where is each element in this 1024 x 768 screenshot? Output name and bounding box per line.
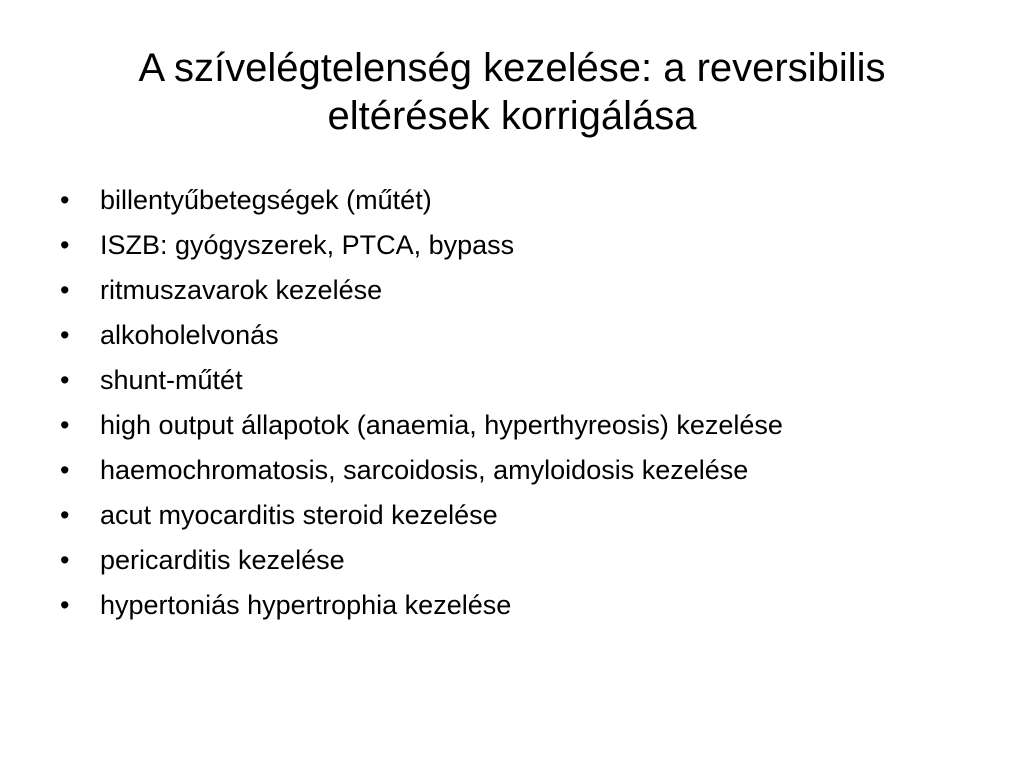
bullet-item [60,543,960,577]
bullet-text: ISZB: gyógyszerek, PTCA, bypass [100,230,515,260]
bullet-dot-icon: • [60,590,70,620]
bullet-text: acut myocarditis steroid kezelése [100,500,498,530]
bullet-item [60,363,960,397]
slide-title-line-2: eltérések korrigálása [327,94,697,138]
bullet-item [60,588,960,622]
bullet-item [60,273,960,307]
bullet-text: high output állapotok (anaemia, hyperthyreosis) kezelése [100,410,783,440]
bullet-item [60,498,960,532]
bullet-item [60,183,960,217]
bullet-item [60,408,960,442]
slide-title [40,44,984,140]
bullet-dot-icon: • [60,500,70,530]
slide-title-line-1: A szívelégtelenség kezelése: a reversibilis [138,46,886,90]
bullet-dot-icon: • [60,320,70,350]
bullet-dot-icon: • [60,275,70,305]
bullet-dot-icon: • [60,230,70,260]
bullet-text: shunt-műtét [100,365,243,395]
bullet-text: pericarditis kezelése [100,545,345,575]
bullet-text: ritmuszavarok kezelése [100,275,383,305]
bullet-dot-icon: • [60,365,70,395]
bullet-text: haemochromatosis, sarcoidosis, amyloidosis kezelése [100,455,749,485]
bullet-item [60,453,960,487]
bullet-item [60,228,960,262]
bullet-dot-icon: • [60,455,70,485]
bullet-dot-icon: • [60,410,70,440]
bullet-dot-icon: • [60,545,70,575]
bullet-list [60,183,960,633]
bullet-text: billentyűbetegségek (műtét) [100,185,432,215]
bullet-item [60,318,960,352]
bullet-text: alkoholelvonás [100,320,279,350]
bullet-dot-icon: • [60,185,70,215]
bullet-text: hypertoniás hypertrophia kezelése [100,590,512,620]
